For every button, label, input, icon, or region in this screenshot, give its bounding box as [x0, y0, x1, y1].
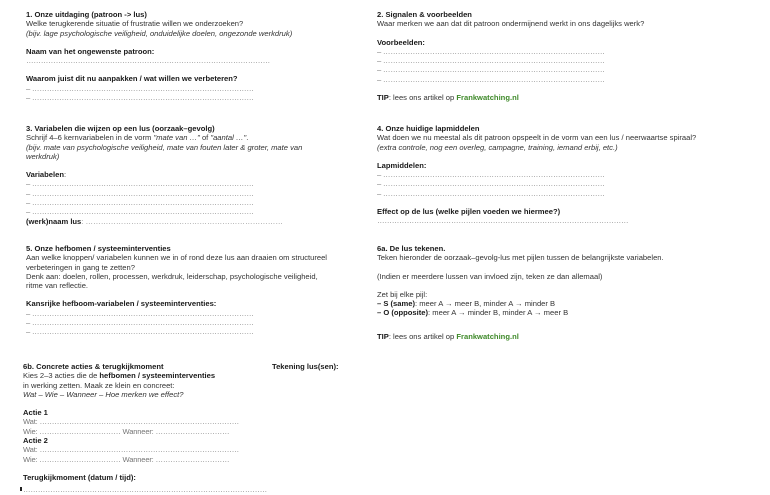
- arrow-intro: Zet bij elke pijl:: [377, 289, 428, 299]
- section-4-question: Wat doen we nu meestal als dit patroon opspeelt in de vorm van een lus / neerwaartse spiraal?: [377, 133, 697, 143]
- tip-line-2: [377, 332, 722, 341]
- frankwatching-link[interactable]: Frankwatching.nl: [456, 331, 519, 341]
- tip-line: [377, 93, 717, 102]
- drawing-area[interactable]: [272, 362, 742, 487]
- variables-label: Variabelen:: [26, 170, 67, 180]
- action-1-label: Actie 1: [23, 408, 48, 418]
- section-6b-title: 6b. Concrete acties & terugkijkmoment: [23, 362, 164, 371]
- tip-label: TIP: [377, 93, 389, 103]
- section-2-signals: [377, 10, 717, 102]
- example-field-4[interactable]: – ………………………………………………………………………………: [377, 74, 605, 84]
- section-2-question: Waar merken we aan dat dit patroon ondermijnend werkt in ons dagelijks werk?: [377, 19, 645, 29]
- section-3-example: (bijv. mate van psychologische veiligheid, mate van fouten later & groter, mate van werkdruk): [26, 142, 303, 161]
- tip-text: : lees ons artikel op: [388, 331, 457, 341]
- section-1-example: (bijv. lage psychologische veiligheid, onduidelijke doelen, ongezonde werkdruk): [26, 28, 293, 38]
- why-field-1[interactable]: – ………………………………………………………………………………: [26, 83, 254, 93]
- loop-name-label: (werk)naam lus: [26, 216, 82, 226]
- section-3-title: 3. Variabelen die wijzen op een lus (oorzaak–gevolg): [26, 124, 215, 133]
- examples-label: Voorbeelden:: [377, 37, 425, 47]
- loop-name-row: [26, 217, 326, 226]
- action-2-what-field[interactable]: Wat: ………………………………………………………………………: [23, 445, 240, 455]
- tip-text: : lees ons artikel op: [388, 93, 457, 103]
- section-6b-instruction: Kies 2–3 acties die de hefbomen / systeeminterventies: [23, 371, 216, 381]
- section-6a-instruction: Teken hieronder de oorzaak–gevolg-lus met pijlen tussen de belangrijkste variabelen.: [377, 253, 664, 263]
- action-2-who-when-field[interactable]: Wie: …………………………… Wanneer: …………………………: [23, 454, 230, 464]
- workaround-field-1[interactable]: – ………………………………………………………………………………: [377, 170, 605, 180]
- section-5-levers: [26, 244, 336, 337]
- review-moment-field[interactable]: ………………………………………………………………………………………: [23, 485, 267, 495]
- example-field-2[interactable]: – ………………………………………………………………………………: [377, 56, 605, 66]
- frankwatching-link[interactable]: Frankwatching.nl: [456, 93, 519, 103]
- section-6b-prompt: Wat – Wie – Wanneer – Hoe merken we effect?: [23, 389, 184, 399]
- pattern-name-field[interactable]: ………………………………………………………………………………………: [26, 56, 270, 66]
- action-1-who-when-field[interactable]: Wie: …………………………… Wanneer: …………………………: [23, 426, 230, 436]
- workarounds-label: Lapmiddelen:: [377, 160, 427, 170]
- review-moment-label: Terugkijkmoment (datum / tijd):: [23, 472, 136, 482]
- effect-field[interactable]: …………………………………………………………………………………………: [377, 216, 629, 226]
- example-field-1[interactable]: – ………………………………………………………………………………: [377, 46, 605, 56]
- why-field-2[interactable]: – ………………………………………………………………………………: [26, 93, 254, 103]
- section-4-title: 4. Onze huidige lapmiddelen: [377, 124, 480, 133]
- levers-label: Kansrijke hefboom-variabelen / systeeminterventies:: [26, 299, 217, 309]
- pattern-name-label: Naam van het ongewenste patroon:: [26, 46, 155, 56]
- section-3-instruction: Schrijf 4–6 kernvariabelen in de vorm "mate van …" of "aantal …".: [26, 133, 249, 143]
- lever-field-3[interactable]: – ………………………………………………………………………………: [26, 327, 254, 337]
- loop-name-field[interactable]: : ……………………………………………………………………: [81, 216, 283, 226]
- section-1-question: Welke terugkerende situatie of frustratie willen we onderzoeken?: [26, 19, 244, 29]
- variable-field-3[interactable]: – ………………………………………………………………………………: [26, 198, 254, 208]
- opposite-rule: – O (opposite): meer A → minder B, minder A → meer B: [377, 308, 569, 318]
- tip-label: TIP: [377, 331, 389, 341]
- section-5-think: Denk aan: doelen, rollen, processen, werkdruk, leiderschap, psychologische veiligheid, ritme van reflectie.: [26, 271, 318, 291]
- section-4-workarounds: [377, 124, 722, 226]
- variable-field-4[interactable]: – ………………………………………………………………………………: [26, 207, 254, 217]
- section-6b-instruction-2: in werking zetten. Maak ze klein en concreet:: [23, 380, 175, 390]
- lever-field-1[interactable]: – ………………………………………………………………………………: [26, 308, 254, 318]
- section-4-example: (extra controle, nog een overleg, campagne, training, iemand erbij, etc.): [377, 142, 618, 152]
- action-1-what-field[interactable]: Wat: ………………………………………………………………………: [23, 417, 240, 427]
- example-field-3[interactable]: – ………………………………………………………………………………: [377, 65, 605, 75]
- drawing-label: Tekening lus(sen):: [272, 362, 339, 371]
- section-6a-note: (Indien er meerdere lussen van invloed zijn, teken ze dan allemaal): [377, 271, 603, 281]
- effect-label: Effect op de lus (welke pijlen voeden we hiermee?): [377, 207, 561, 217]
- section-2-title: 2. Signalen & voorbeelden: [377, 10, 472, 19]
- section-6a-title: 6a. De lus tekenen.: [377, 244, 446, 253]
- same-rule: – S (same): meer A → meer B, minder A → minder B: [377, 299, 556, 309]
- workaround-field-3[interactable]: – ………………………………………………………………………………: [377, 188, 605, 198]
- section-1-challenge: [26, 10, 356, 102]
- why-label: Waarom juist dit nu aanpakken / wat willen we verbeteren?: [26, 74, 238, 84]
- workaround-field-2[interactable]: – ………………………………………………………………………………: [377, 179, 605, 189]
- section-5-title: 5. Onze hefbomen / systeeminterventies: [26, 244, 171, 253]
- section-6b-actions: [23, 362, 267, 495]
- action-2-label: Actie 2: [23, 436, 48, 446]
- lever-field-2[interactable]: – ………………………………………………………………………………: [26, 318, 254, 328]
- section-5-question: Aan welke knoppen/ variabelen kunnen we in of rond deze lus aan draaien om structureel verbeteringen in gang te zetten?: [26, 253, 327, 272]
- variable-field-1[interactable]: – ………………………………………………………………………………: [26, 179, 254, 189]
- section-1-title: 1. Onze uitdaging (patroon -> lus): [26, 10, 147, 19]
- section-6a-draw-loop: [377, 244, 722, 341]
- variable-field-2[interactable]: – ………………………………………………………………………………: [26, 188, 254, 198]
- section-3-variables: [26, 124, 326, 226]
- page-mark: [20, 487, 22, 491]
